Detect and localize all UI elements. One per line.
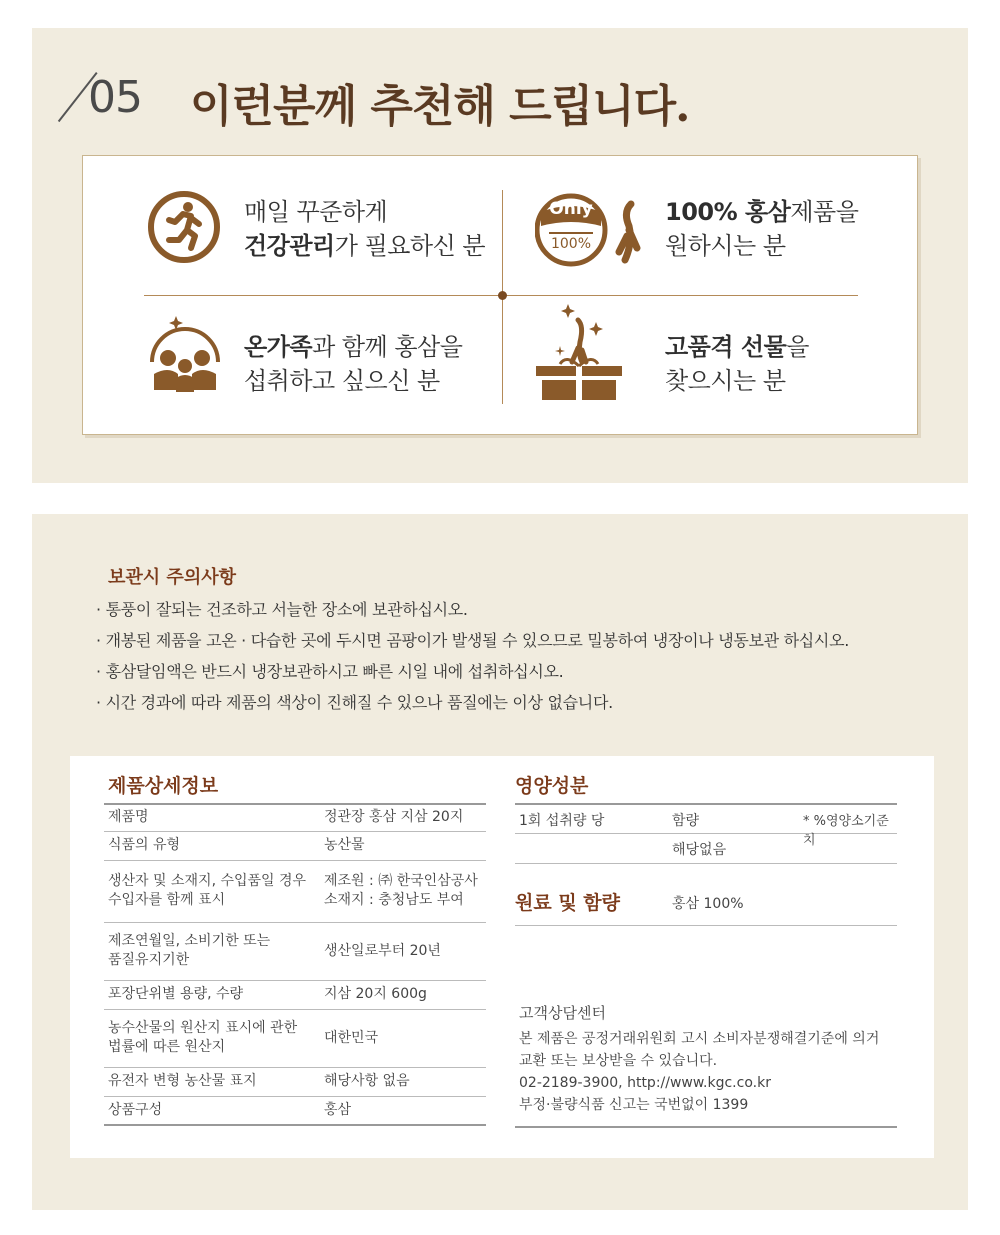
table-row bbox=[104, 922, 486, 980]
recommend-4-line1 bbox=[665, 330, 809, 364]
nutrition-value: 해당없음 bbox=[672, 842, 727, 858]
customer-center-title: 고객상담센터 bbox=[519, 1004, 606, 1022]
recommend-4-bold: 고품격 선물 bbox=[665, 333, 787, 361]
spec-value: 제조원 : ㈜ 한국인삼공사 소재지 : 충청남도 부여 bbox=[320, 860, 486, 922]
table-row bbox=[104, 1009, 486, 1067]
product-detail-table bbox=[104, 803, 486, 1126]
recommend-2-rest: 제품을 bbox=[790, 198, 859, 226]
recommend-1-rest: 가 필요하신 분 bbox=[334, 232, 486, 260]
recommend-1-line1: 매일 꾸준하게 bbox=[244, 198, 388, 226]
customer-center-phone-url: 02-2189-3900, http://www.kgc.co.kr bbox=[519, 1075, 771, 1091]
recommend-4-rest: 을 bbox=[786, 333, 809, 361]
recommend-2-line2: 원하시는 분 bbox=[665, 232, 786, 260]
section-number: 05 bbox=[88, 72, 142, 123]
recommend-3-bold: 온가족 bbox=[244, 333, 313, 361]
only-badge-bottom: 100% bbox=[550, 236, 592, 252]
recommend-1-bold: 건강관리 bbox=[244, 232, 335, 260]
customer-center-divider bbox=[515, 1126, 897, 1128]
table-row bbox=[104, 831, 486, 860]
nutrition-value-row bbox=[515, 834, 897, 864]
table-row bbox=[104, 804, 486, 831]
nutrition-col-serving: 1회 섭취량 당 bbox=[519, 813, 605, 829]
card-center-dot bbox=[498, 291, 507, 300]
nutrition-col-amount: 함량 bbox=[672, 813, 700, 829]
recommend-text-4 bbox=[665, 330, 809, 398]
recommend-2-bold: 100% 홍삼 bbox=[665, 198, 791, 226]
storage-heading: 보관시 주의사항 bbox=[108, 567, 236, 588]
running-person-icon bbox=[147, 190, 221, 268]
recommend-4-line2: 찾으시는 분 bbox=[665, 367, 786, 395]
spec-key: 상품구성 bbox=[104, 1096, 320, 1125]
spec-value: 정관장 홍삼 지삼 20지 bbox=[320, 804, 486, 831]
customer-center-line: 본 제품은 공정거래위원회 고시 소비자분쟁해결기준에 의거 bbox=[519, 1031, 880, 1047]
spec-key: 포장단위별 용량, 수량 bbox=[104, 980, 320, 1009]
nutrition-table bbox=[515, 803, 897, 864]
spec-key: 농수산물의 원산지 표시에 관한 법률에 따른 원산지 bbox=[104, 1009, 320, 1067]
spec-value: 생산일로부터 20년 bbox=[320, 922, 486, 980]
storage-item: · 개봉된 제품을 고온 · 다습한 곳에 두시면 곰팡이가 발생될 수 있으므로 밀봉하여 냉장이나 냉동보관 하십시오. bbox=[96, 631, 850, 650]
nutrition-heading: 영양성분 bbox=[515, 775, 589, 797]
section-title: 이런분께 추천해 드립니다. bbox=[190, 81, 690, 132]
recommend-3-rest: 과 함께 홍삼을 bbox=[312, 333, 463, 361]
spec-value: 지삼 20지 600g bbox=[320, 980, 486, 1009]
table-row bbox=[104, 860, 486, 922]
storage-item: · 홍삼달임액은 반드시 냉장보관하시고 빠른 시일 내에 섭취하십시오. bbox=[96, 662, 564, 681]
customer-center-line: 부정·불량식품 신고는 국번없이 1399 bbox=[519, 1097, 749, 1113]
nutrition-header-row bbox=[515, 803, 897, 848]
ingredients-divider bbox=[515, 925, 897, 926]
recommend-1-line2 bbox=[244, 229, 485, 263]
recommend-text-2 bbox=[665, 195, 858, 263]
recommend-3-line2: 섭취하고 싶으신 분 bbox=[244, 367, 440, 395]
spec-key: 식품의 유형 bbox=[104, 831, 320, 860]
spec-value: 홍삼 bbox=[320, 1096, 486, 1125]
recommend-text-1 bbox=[244, 195, 485, 263]
table-row bbox=[104, 1096, 486, 1125]
spec-key: 유전자 변형 농산물 표지 bbox=[104, 1067, 320, 1096]
table-row bbox=[104, 980, 486, 1009]
table-row bbox=[104, 1067, 486, 1096]
recommend-3-line1 bbox=[244, 330, 462, 364]
product-detail-heading: 제품상세정보 bbox=[108, 775, 219, 797]
ingredients-value: 홍삼 100% bbox=[672, 896, 744, 912]
storage-list bbox=[96, 594, 849, 718]
spec-key: 제품명 bbox=[104, 804, 320, 831]
storage-item: · 통풍이 잘되는 건조하고 서늘한 장소에 보관하십시오. bbox=[96, 600, 468, 619]
spec-key: 생산자 및 소재지, 수입품일 경우 수입자를 함께 표시 bbox=[104, 860, 320, 922]
spec-value: 해당사항 없음 bbox=[320, 1067, 486, 1096]
customer-center bbox=[519, 1002, 879, 1116]
gift-ginseng-icon bbox=[532, 302, 626, 406]
customer-center-line: 교환 또는 보상받을 수 있습니다. bbox=[519, 1053, 718, 1069]
ingredients-heading: 원료 및 함량 bbox=[515, 892, 620, 914]
storage-item: · 시간 경과에 따라 제품의 색상이 진해질 수 있으나 품질에는 이상 없습니다. bbox=[96, 693, 613, 712]
nutrition-col-dv: * %영양소기준치 bbox=[803, 814, 889, 848]
spec-value: 대한민국 bbox=[320, 1009, 486, 1067]
spec-key: 제조연월일, 소비기한 또는 품질유지기한 bbox=[104, 922, 320, 980]
family-icon bbox=[146, 312, 224, 398]
recommend-text-3 bbox=[244, 330, 462, 398]
recommend-2-line1 bbox=[665, 195, 858, 229]
only-badge-top: Only bbox=[549, 199, 593, 219]
spec-value: 농산물 bbox=[320, 831, 486, 860]
